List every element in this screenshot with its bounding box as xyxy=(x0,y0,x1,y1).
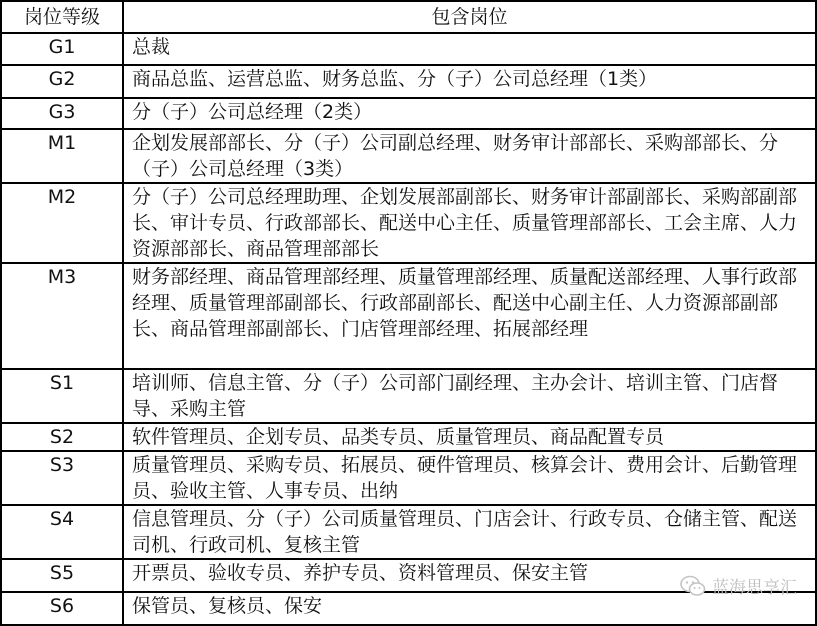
level-cell: S1 xyxy=(1,369,123,423)
level-cell: M1 xyxy=(1,129,123,183)
table-row xyxy=(1,183,816,263)
level-cell: S2 xyxy=(1,423,123,451)
watermark xyxy=(680,573,797,598)
positions-cell: 保管员、复核员、保安 xyxy=(123,592,816,625)
table-header-row xyxy=(1,1,816,33)
table-row xyxy=(1,33,816,65)
positions-cell: 企划发展部部长、分（子）公司副总经理、财务审计部部长、采购部部长、分（子）公司总经理（3类） xyxy=(123,129,816,183)
level-cell: M2 xyxy=(1,183,123,263)
table-row xyxy=(1,65,816,98)
wechat-icon xyxy=(680,575,706,597)
header-positions: 包含岗位 xyxy=(123,1,816,33)
table-row xyxy=(1,423,816,451)
table-row xyxy=(1,98,816,129)
table-row xyxy=(1,505,816,559)
positions-cell: 分（子）公司总经理（2类） xyxy=(123,98,816,129)
positions-cell: 软件管理员、企划专员、品类专员、质量管理员、商品配置专员 xyxy=(123,423,816,451)
watermark-text: 蓝海思享汇 xyxy=(712,578,797,598)
header-level: 岗位等级 xyxy=(1,1,123,33)
positions-cell: 质量管理员、采购专员、拓展员、硬件管理员、核算会计、费用会计、后勤管理员、验收主管、人事专员、出纳 xyxy=(123,451,816,505)
level-cell: M3 xyxy=(1,263,123,369)
positions-cell: 商品总监、运营总监、财务总监、分（子）公司总经理（1类） xyxy=(123,65,816,98)
positions-cell: 分（子）公司总经理助理、企划发展部副部长、财务审计部副部长、采购部副部长、审计专员、行政部部长、配送中心主任、质量管理部部长、工会主席、人力资源部部长、商品管理部部长 xyxy=(123,183,816,263)
level-cell: G2 xyxy=(1,65,123,98)
level-cell: S4 xyxy=(1,505,123,559)
positions-cell: 开票员、验收专员、养护专员、资料管理员、保安主管 xyxy=(123,559,816,592)
positions-cell: 财务部经理、商品管理部经理、质量管理部经理、质量配送部经理、人事行政部经理、质量管理部副部长、行政部副部长、配送中心副主任、人力资源部副部长、商品管理部副部长、门店管理部经理、拓展部经理 xyxy=(123,263,816,369)
table-row xyxy=(1,369,816,423)
level-cell: G1 xyxy=(1,33,123,65)
level-cell: G3 xyxy=(1,98,123,129)
positions-cell: 培训师、信息主管、分（子）公司部门副经理、主办会计、培训主管、门店督导、采购主管 xyxy=(123,369,816,423)
level-cell: S3 xyxy=(1,451,123,505)
table-row xyxy=(1,129,816,183)
table-row xyxy=(1,263,816,369)
level-cell: S5 xyxy=(1,559,123,592)
positions-cell: 信息管理员、分（子）公司质量管理员、门店会计、行政专员、仓储主管、配送司机、行政司机、复核主管 xyxy=(123,505,816,559)
level-cell: S6 xyxy=(1,592,123,625)
positions-cell: 总裁 xyxy=(123,33,816,65)
table-row xyxy=(1,451,816,505)
